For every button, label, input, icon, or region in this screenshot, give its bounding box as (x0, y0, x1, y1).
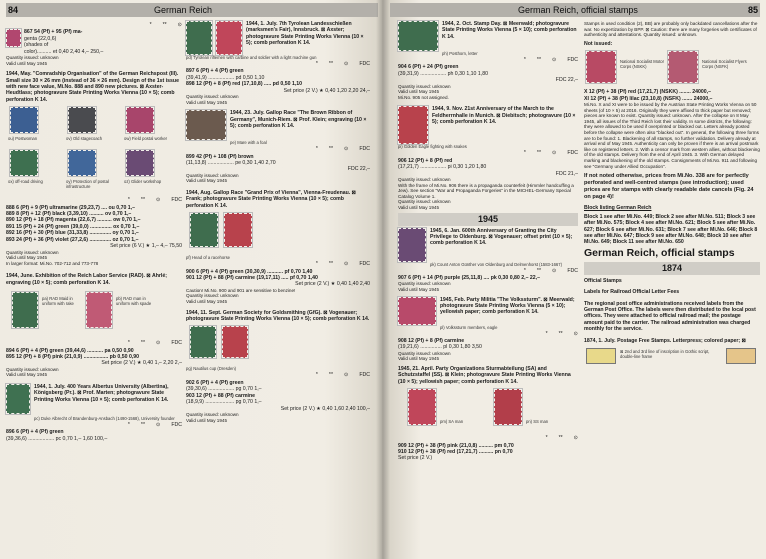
label-thumbs: ⊠ 2nd and 3rd line of inscription in Gothic script, double-line frame (584, 346, 760, 368)
stamp-image (126, 107, 154, 133)
catalog-row: (39,41,9) .................. pd 0,50 1,10 (186, 74, 265, 81)
entry-ribbon (186, 110, 370, 140)
issue-title: 1944, 1. July. 7th Tyrolean Landesschießen (marksmen's Fair), Innsbruck. ⊠ Axster; photogravure State Printing Works Vienna (10 × 5); comb perforation K 14. (246, 21, 364, 47)
price-header: * ** ⊙ FDC (315, 372, 370, 379)
stamp-image (398, 21, 438, 51)
catalog-row: 891 15 (Pf) + 24 (Pf) green (39,0,0) ............... ox 0,70 1,– (6, 223, 140, 230)
right-column-2 (584, 21, 760, 370)
stamp-image (186, 21, 212, 55)
catalog-row: (39,36,6) .................. pc 0,70 1,– 1,60 100,– (6, 435, 108, 442)
left-column-1: * ** ⊙ 867 54 (Pf) + 95 (Pf) ma- genta (22,0,6) (shades of color).......... et 0,40 2,40 4,– 250,– Quantity issued: unknown Valid until May 1945 1944, May. "Comradship Organisation" of the German Reichspost (III). Small size 30 × 26 mm (instead of 36 × 26 mm). Design of the 1st issue with new face value, Mi.No. 888 and 890 new pictures. ⊠ Axster-Heudtlass; photogravure State Printing Works Vienna (10 × 5); comb perforation K 14. ou) Postwoman ov) Old stagecoach ow) Field postal worker ox) off-road driving oy) Protection of postal infrastructure oz) Glider workshop * ** ⊙ FDC 888 6 (Pf) + 9 (Pf) ultramarine (29,23,7) .... ou 0,70 1,– 889 8 (Pf) + 12 (Pf) black (3,39,10) .......... ov 0,70 1,– 890 12 (Pf) + 18 (Pf) magenta (22,6,7) .......... ow 0,70 1,– 891 15 (Pf) + 24 (Pf) green (39,0,0) ............... ox 0,70 1,– 892 16 (Pf) + 30 (Pf) blue (31,33,8) ............... oy 0,70 1,– 893 24 (Pf) + 36 (Pf) violet (27,2,6) ............... oz 0,70 1,– Set price (6 V.) ★ 1,– 4,– 75,50 Quantity issued: unknown Valid until May 1945 In larger format: Mi.No. 702-712 and 773-778 1944, June. Exhibition of the Reich Labor Service (RAD). ⊠ Ahrlé; engraving (10 × 5); comb perforation K 14. pa) RAD Maid in uniform with rake pb) RAD man in uniform with spade * ** ⊙ FDC 894 6 (Pf) + 4 (Pf) green (39,44,6) ........... pa 0,50 0,90 895 12 (Pf) + 8 (Pf) pink (21,0,9) ................. pb 0,50 0,90 Set price (2 V.) ★ 0,40 1,– 2,20 2,– Quantity issued: unknown Valid until May 1945 1944, 1. July. 400 Years Albertus University (Albertina), Königsberg (Pr.). ⊠ Prof. Marten; photogravure State Printing Works Vienna (10 × 5); comb perforation K 14. pc) Duke Albrecht of Brandenburg-Ansbach (1490-1568), University founder * ** ⊙ FDC 896 6 (Pf) + 4 (Pf) green (39,36,6) .................. pc 0,70 1,– 1,60 100,– (6, 22, 182, 442)
block-listing-title: Block listing German Reich (584, 205, 652, 212)
set-price: Set price (2 V.) ★ 0,40 1,– 2,20 2,– (101, 360, 182, 367)
stamp-image (68, 107, 96, 133)
issue-title: 1874, 1. July. Postage Free Stamps. Letterpress; colored paper; ⊠ (584, 337, 746, 344)
set-price: Set price (2 V.) ★ 0,40 1,60 2,40 100,– (280, 405, 370, 412)
stamp-image (408, 389, 436, 425)
stamp-image (10, 150, 38, 176)
label-image (586, 348, 616, 364)
set-price: Set price (6 V.) ★ 1,– 4,– 75,50 (110, 243, 182, 250)
stamp-pair: National Socialist Motor Corps (NSKK) National Socialist Flyers Corps (NSFK) (584, 49, 760, 87)
stamp-image (68, 150, 96, 176)
issue-title: 1944, 9. Nov. 21st Anniversary of the March to the Feldherrnhalle in Munich. ⊠ Diebitsch; photogravure (10 × 5); comb perforation K 14. (432, 106, 576, 126)
issue-title: 1944, 2. Oct. Stamp Day. ⊠ Meerwald; photogravure State Printing Works Vienna (5 × 10); comb perforation K 14. (442, 21, 577, 40)
stamp-image (668, 51, 698, 83)
section-title: German Reich, official stamps (584, 246, 735, 259)
stamp-pair: pa) RAD Maid in uniform with rake pb) RAD man in uniform with spade (6, 288, 182, 338)
catalog-row: 898 12 (Pf) + 8 (Pf) red (17,10,8) ..... pd 0,50 1,10 (186, 81, 303, 88)
issue-title: 1944, 1. July. 400 Years Albertus University (Albertina), Königsberg (Pr.). ⊠ Prof. Marten; photogravure State Printing Works Vienna (10 × 5); comb perforation K 14. (34, 383, 169, 403)
catalog-row: (17,21,7) .................. pi 0,30 1,20 1,80 (398, 164, 487, 171)
set-price: Set price (2 V.) ★ 0,40 1,40 2,40 (295, 281, 370, 288)
catalog-row: (11,13,8) .................. pe 0,30 1,40 2,70 (186, 160, 276, 167)
book-gutter (376, 0, 390, 559)
catalog-row: (18,9,9) .................... pg 0,70 1,– (186, 399, 262, 406)
price-header: * ** ⊙ FDC (523, 267, 578, 274)
subsection-title: Official Stamps (584, 277, 622, 284)
block-listing-text: Block 1 see after Mi.No. 449; Block 2 see after Mi.No. 511; Block 3 see after Mi.No. 575; Block 4 see after Mi.No. 621; Block 5 see after Mi.No. 627; Block 6 see after Mi.No. 631; Block 7 see after Mi.No. 646; Block 8 see after Mi.No. 647; Block 9 see after Mi.No. 648; Block 10 see after Mi.No. 649; Block 11 see after Mi.No. 650 (584, 213, 758, 246)
left-page-header (6, 3, 378, 17)
official-description: The regional post office administrations received labels from the German Post Office. The labels were then distributed to the local post offices. They were attached to official railroad mail; the postage amount paid to the carrier. The railroad administration was charged monthly for the service. (584, 300, 756, 333)
entry-867: 867 54 (Pf) + 95 (Pf) ma- genta (22,0,6) (shades of color).......... et 0,40 2,40 4,– 250,– (6, 29, 182, 55)
stamp-grid: ou) Postwoman ov) Old stagecoach ow) Field postal worker ox) off-road driving oy) Protection of postal infrastructure oz) Glider workshop (6, 105, 182, 195)
price-header: * ** ⊙ FDC (315, 146, 370, 153)
stamp-image (222, 326, 248, 358)
entry-tyrol (186, 21, 370, 55)
catalog-row: 893 24 (Pf) + 36 (Pf) violet (27,2,6) ............... oz 0,70 1,– (6, 236, 139, 243)
catalog-row: 903 12 (Pf) + 88 (Pf) carmine (186, 392, 256, 399)
right-page-header (390, 3, 760, 17)
issue-title: 1945, 6. Jan. 600th Anniversary of Granting the City Privilege to Oldenburg. ⊠ Vogenauer; offset print (10 × 5); comb perforation K 14. (430, 227, 573, 247)
right-page (382, 0, 766, 559)
issue-title: 1944, May. "Comradship Organisation" of the German Reichspost (III). Small size 30 × 26 mm (instead of 36 × 26 mm). Design of the 1st issue with new face value, Mi.No. 888 and 890 new pictures. ⊠ Axster-Heudtlass; photogravure State Printing Works Vienna (10 × 5); comb perforation K 14. (6, 71, 179, 103)
not-issued-title: Not issued: (584, 40, 613, 47)
entry-volkssturm (398, 297, 578, 325)
price-header: * ** ⊙ FDC (127, 421, 182, 428)
catalog-row: 906 12 (Pf) + 8 (Pf) red (398, 157, 453, 164)
intro-text: Stamps in used condition (2), BB) are probably only backdated cancellations after the war. No expertization by BPP. ⊠ Caution: there are many forgeries with certificates of authenticity and attestations. Quantity issued: unknown. (584, 21, 758, 38)
page-number: 84 (8, 5, 19, 15)
set-price: Set price (2 V.) (398, 455, 433, 462)
issue-title: 1944, Aug. Gallop Race "Grand Prix of Vienna", Vienna-Freudenau. ⊠ Frank; photogravure State Printing Works Vienna (10 × 5); comb perforation K 14. (186, 190, 357, 209)
entry-albertus (6, 384, 182, 414)
issue-title: 1945, 21. April. Party Organizations Sturmabteilung (SA) and Schutzstaffel (SS). ⊠ Klein; photogravure State Printing Works Vienna (10 × 5); yellowish paper; comb perforation K 14. (398, 366, 571, 385)
catalog-row: X 12 (Pf) + 38 (Pf) red (17,21,7) (NSKK) ........ 24000,– (584, 89, 711, 96)
year-heading: 1874 (584, 262, 760, 275)
issue-title: 1944, June. Exhibition of the Reich Labor Service (RAD). ⊠ Ahrlé; engraving (10 × 5); comb perforation K 14. (6, 273, 167, 286)
price-header: * ** ⊙ FDC (127, 197, 182, 204)
issue-title: 1944, 23. July. Gallop Race "The Brown Ribbon of Germany", Munich-Riem. ⊠ Prof. Klein; engraving (10 × 5); comb perforation K 14. (230, 110, 367, 130)
price-header: * ** ⊙ FDC (127, 340, 182, 347)
stamp-image (494, 389, 522, 425)
stamp-image (224, 213, 252, 247)
stamp-pair (186, 211, 370, 253)
catalog-row: 909 12 (Pf) + 38 (Pf) pink (21,0,8) .......... pm 0,70 (398, 442, 514, 449)
catalog-row: 904 6 (Pf) + 24 (Pf) green (398, 64, 459, 71)
stamp-image (86, 292, 112, 328)
stamp-image (10, 107, 38, 133)
entry-stamp-day (398, 21, 578, 51)
catalog-row: 888 6 (Pf) + 9 (Pf) ultramarine (29,23,7) .... ou 0,70 1,– (6, 204, 136, 211)
pricing-notice: If not noted otherwise, prices from Mi.No. 338 are for perfectly perforated and well-centred stamps (see introduction); used prices are for stamps with clearly readable date cancels (Fig. 24 on page 4)! (584, 173, 754, 200)
right-column-1: 1944, 2. Oct. Stamp Day. ⊠ Meerwald; photogravure State Printing Works Vienna (5 × 10); comb perforation K 14. ph) Posthorn, letter * ** ⊙ FDC 904 6 (Pf) + 24 (Pf) green (39,31,9) .................. ph 0,30 1,10 1,80 FDC 22,– Quantity issued: unknown Valid until May 1945 Mi.No. 905 not assigned. 1944, 9. Nov. 21st Anniversary of the March to the Feldherrnhalle in Munich. ⊠ Diebitsch; photogravure (10 × 5); comb perforation K 14. pi) Golden Eagle fighting with snakes * ** ⊙ FDC 906 12 (Pf) + 8 (Pf) red (17,21,7) .................. pi 0,30 1,20 1,80 FDC 21,– Quantity issued: unknown With the frame of Mi.No. 906 there is a propaganda counterfeit (Himmler handcuffing a Jew). See section "War and Propaganda Forgeries" in the MICHEL-Germany Special Catalog Volume 1. Quantity issued: unknown Valid until May 1945 1945 1945, 6. Jan. 600th Anniversary of Granting the City Privilege to Oldenburg. ⊠ Vogenauer; offset print (10 × 5); comb perforation K 14. pk) Count Anton Günther von Oldenburg and Delmenhorst (1583-1667) * ** ⊙ FDC 907 6 (Pf) + 14 (Pf) purple (25,11,8) .... pk 0,30 0,80 2,– 22,– Quantity issued: unknown Valid until May 1945 1945, Feb. Party Militia "The Volkssturm". ⊠ Meerwald; photogravure State Printing Works Vienna (5 × 10); yellowish paper; comb perforation K 14. pl) Volkssturm members, eagle * ** ⊙ 908 12 (Pf) + 8 (Pf) carmine (19,21,6) ............... pl 0,30 1,80 3,50 Quantity issued: unknown Valid until May 1945 1945, 21. April. Party Organizations Sturmabteilung (SA) and Schutzstaffel (SS). ⊠ Klein; photogravure State Printing Works Vienna (10 × 5); yellowish paper; comb perforation K 14. pm) SA man pn) SS man * ** ⊙ 909 12 (Pf) + 38 (Pf) pink (21,0,8) .......... pm 0,70 910 12 (Pf) + 38 (Pf) red (17,21,7) .......... pn 0,70 Set price (2 V.) (398, 21, 578, 462)
catalog-row: 910 12 (Pf) + 38 (Pf) red (17,21,7) .......... pn 0,70 (398, 449, 513, 456)
catalog-row: 890 12 (Pf) + 18 (Pf) magenta (22,6,7) .......... ow 0,70 1,– (6, 217, 141, 224)
year-heading: 1945 (398, 213, 578, 226)
catalog-row: (39,31,9) .................. ph 0,30 1,10 1,80 (398, 70, 488, 77)
entry-oldenburg (398, 228, 578, 262)
catalog-row: 897 6 (Pf) + 4 (Pf) green (186, 68, 244, 75)
stamp-image (186, 110, 226, 140)
price-header: * ** ⊙ FDC (315, 61, 370, 67)
stamp-image (6, 29, 21, 47)
catalog-row: 892 16 (Pf) + 30 (Pf) blue (31,33,8) ............... oy 0,70 1,– (6, 230, 139, 237)
price-header: * ** ⊙ (545, 435, 578, 442)
price-header: * ** ⊙ FDC (523, 150, 578, 157)
catalog-row: 908 12 (Pf) + 8 (Pf) carmine (398, 338, 465, 344)
catalog-row: (39,30,6) .................. pg 0,70 1,– (186, 386, 262, 393)
running-title: German Reich, official stamps (518, 5, 638, 15)
catalog-row: 894 6 (Pf) + 4 (Pf) green (39,44,6) ........... pa 0,50 0,90 (6, 347, 134, 354)
labels-title: Labels for Railroad Official Letter Fees (584, 289, 680, 296)
running-title: German Reich (154, 5, 213, 15)
left-page (0, 0, 382, 559)
stamp-pair (186, 324, 370, 364)
not-issued-text: Mi.No. X and XI were to be issued by the Austrian State Printing Works Vienna on 50 sheets (of 10 × 5) at 2016. Originally they were affixed to thick paper but removed; pieces are known to exist. Quantity issued: unknown. After the collapse on 8 May 1945, all issues of the Third Reich lost their validity. In some districts, the following: they were allowed to be used if overprinted or blacked out. Letters already posted before the collapse were often also "blacked out". In general, the following three forms are to be found: 1. Blackening of all stamps, no further validation. Delivery already at arrival end of May 1945. Authenticity can only be proven if there is an arrival postmark like on registered letters. 2. With a censor mark from western allies, without blackening of the old stamps. Delivery from the end of April 1945. 3. With German delayed marking and blackening of the old stamps. Consignments of Mi.No. 911 and following see "Germany under Allied Occupation". (584, 102, 760, 169)
catalog-row: 896 6 (Pf) + 4 (Pf) green (6, 429, 64, 436)
page-number: 85 (747, 5, 758, 15)
stamp-image (190, 213, 218, 247)
catalog-row: 900 6 (Pf) + 4 (Pf) green (30,30,9) ........... pf 0,70 1,40 (186, 268, 313, 275)
catalog-row: 889 8 (Pf) + 12 (Pf) black (3,39,10) .......... ov 0,70 1,– (6, 211, 132, 218)
left-column-2: 1944, 1. July. 7th Tyrolean Landesschießen (marksmen's Fair), Innsbruck. ⊠ Axster; photogravure State Printing Works Vienna (10 × 5); comb perforation K 14. pd) Tyrolean riflemen with carbine and soldier with a light machine gun * ** ⊙ FDC 897 6 (Pf) + 4 (Pf) green (39,41,9) .................. pd 0,50 1,10 898 12 (Pf) + 8 (Pf) red (17,10,8) ..... pd 0,50 1,10 Set price (2 V.) ★ 0,40 1,20 2,20 24,– Quantity issued: unknown Valid until May 1945 1944, 23. July. Gallop Race "The Brown Ribbon of Germany", Munich-Riem. ⊠ Prof. Klein; engraving (10 × 5); comb perforation K 14. pe) Mare with a foal * ** ⊙ FDC 899 42 (Pf) + 108 (Pf) brown (11,13,8) .................. pe 0,30 1,40 2,70 FDC 22,– Quantity issued: unknown Valid until May 1945 1944, Aug. Gallop Race "Grand Prix of Vienna", Vienna-Freudenau. ⊠ Frank; photogravure State Printing Works Vienna (10 × 5); comb perforation K 14. pf) Head of a racehorse * ** ⊙ FDC 900 6 (Pf) + 4 (Pf) green (30,30,9) ........... pf 0,70 1,40 901 12 (Pf) + 88 (Pf) carmine (19,17,11) ..... pf 0,70 1,40 Set price (2 V.) ★ 0,40 1,40 2,40 Caution! Mi.No. 900 and 901 are sensitive to benzine! Quantity issued: unknown Valid until May 1945 1944, 11. Sept. German Society for Goldsmithing (GfG). ⊠ Vogenauer; photogravure State Printing Works Vienna (10 × 5); comb perforation K 14. pg) Nautilus cup (Dresden) * ** ⊙ FDC 902 6 (Pf) + 4 (Pf) green (39,30,6) .................. pg 0,70 1,– 903 12 (Pf) + 88 (Pf) carmine (18,9,9) .................... pg 0,70 1,– Set price (2 V.) ★ 0,40 1,60 2,40 100,– Quantity issued: unknown Valid until May 1945 (186, 21, 370, 423)
catalog-row: 902 6 (Pf) + 4 (Pf) green (186, 379, 244, 386)
price-header: * ** ⊙ (149, 22, 182, 28)
stamp-image (216, 21, 242, 55)
price-header: * ** ⊙ FDC (315, 261, 370, 268)
catalog-row: 901 12 (Pf) + 88 (Pf) carmine (19,17,11) ..... pf 0,70 1,40 (186, 275, 318, 282)
catalog-row: 895 12 (Pf) + 8 (Pf) pink (21,0,9) ................. pb 0,50 0,90 (6, 353, 140, 360)
stamp-image (398, 297, 436, 325)
entry-feldherrnhalle (398, 106, 578, 144)
stamp-image (12, 292, 38, 328)
issue-title: 1945, Feb. Party Militia "The Volkssturm". ⊠ Meerwald; photogravure State Printing Works Vienna (5 × 10); yellowish paper; comb perforation K 14. (440, 296, 575, 316)
price-header: * ** ⊙ FDC (523, 57, 578, 63)
stamp-image (586, 51, 616, 83)
stamp-image (190, 326, 216, 358)
catalog-row: 907 6 (Pf) + 14 (Pf) purple (25,11,8) .... pk 0,30 0,80 2,– 22,– (398, 275, 541, 281)
stamp-image (6, 384, 30, 414)
label-image (726, 348, 756, 364)
catalog-row: 899 42 (Pf) + 108 (Pf) brown (186, 153, 254, 160)
catalog-row: XI 12 (Pf) + 38 (Pf) lilac (23,10,8) (NSFK) ....... 24000,– (584, 95, 713, 102)
price-header: * ** ⊙ (545, 330, 578, 337)
stamp-image (126, 150, 154, 176)
stamp-image (398, 228, 426, 262)
catalog-row: (19,21,6) ............... pl 0,30 1,80 3,50 (398, 344, 482, 351)
set-price: Set price (2 V.) ★ 0,40 1,20 2,20 24,– (283, 87, 370, 94)
issue-title: 1944, 11. Sept. German Society for Goldsmithing (GfG). ⊠ Vogenauer; photogravure State Printing Works Vienna (10 × 5); comb perforation K 14. (186, 309, 370, 323)
stamp-image (398, 106, 428, 144)
stamp-pair: pm) SA man pn) SS man (398, 387, 578, 433)
